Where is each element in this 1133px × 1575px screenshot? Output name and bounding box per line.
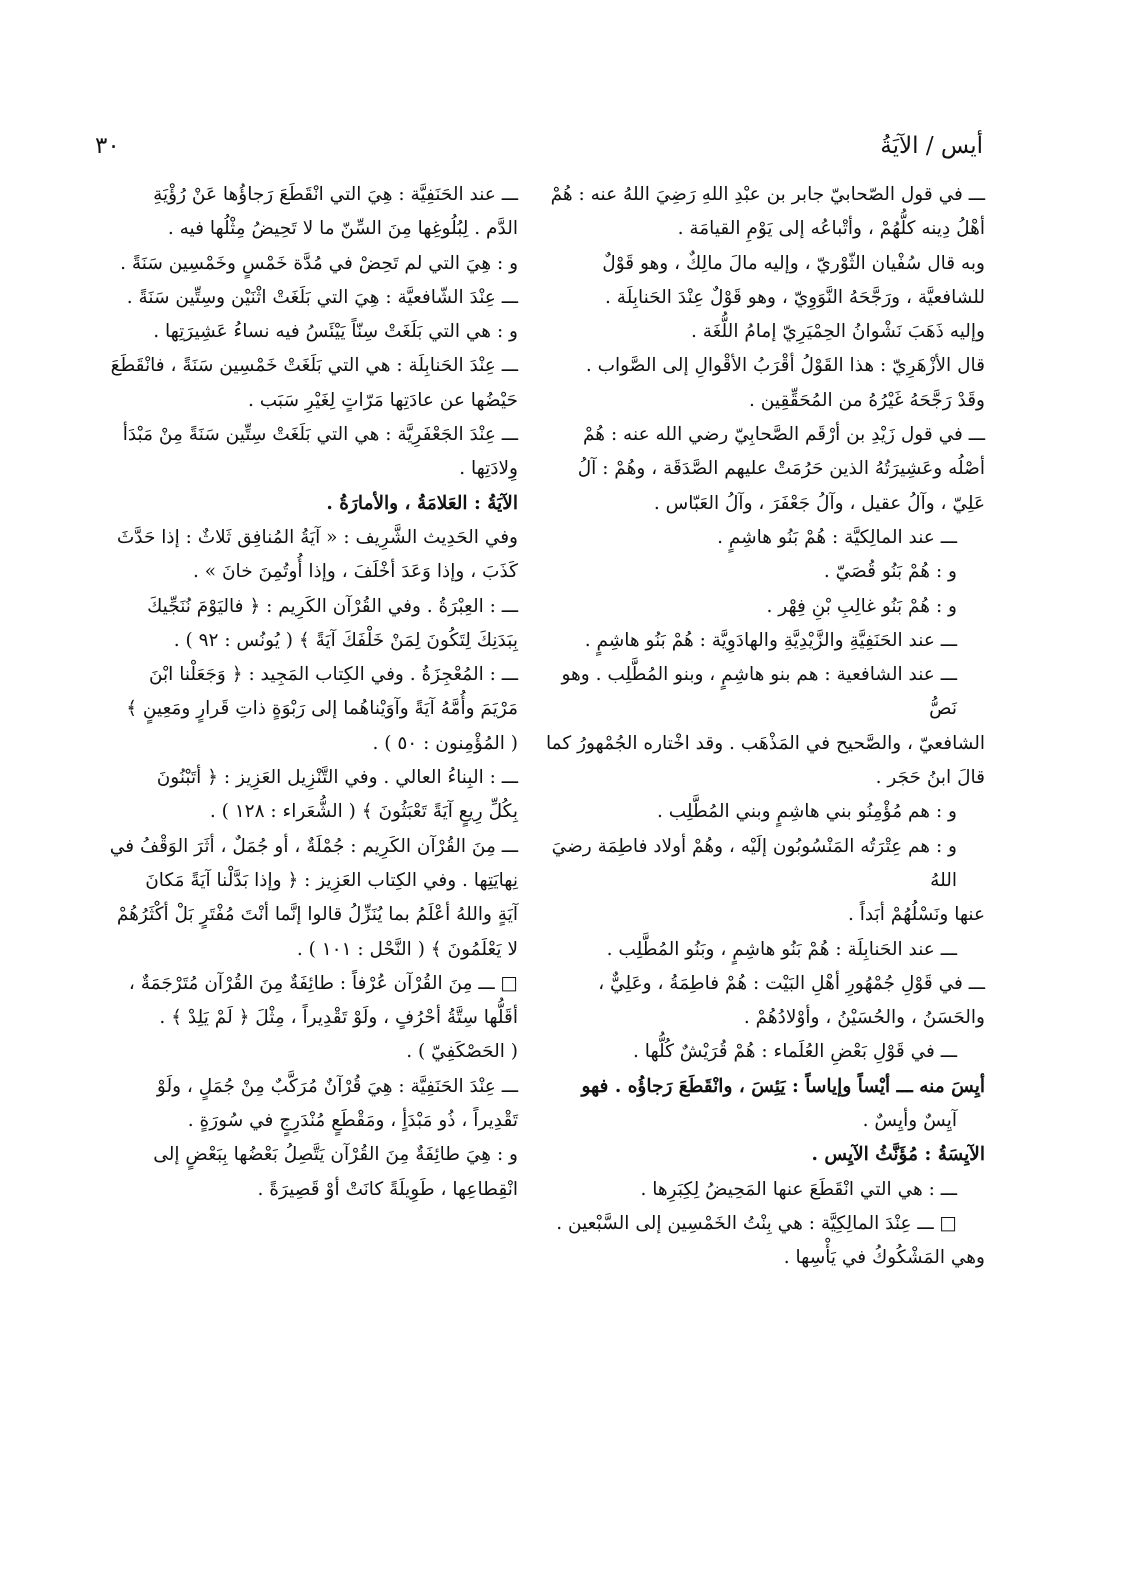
text-line: الشافعيّ ، والصَّحيح في المَذْهَب . وقد اخْتاره الجُمْهورُ كما [546,732,985,754]
text-line: ـــ مِنَ القُرْآن الكَرِيم : جُمْلَةٌ ، أو جُمَلٌ ، أثَرَ الوَقْفُ في [109,835,518,857]
text-line: أهْلُ دِينه كلُّهُمْ ، وأتْباعُه إلى يَوْمِ القيامَة . [677,218,985,240]
text-line: □ ـــ عِنْدَ المالِكِيَّة : هي بِنْتُ الخَمْسِين إلى السَّبْعين . [556,1212,957,1234]
text-line: و : هُمْ بَنُو قُصَيّ . [823,561,957,583]
text-line: وإليه ذَهَبَ نَشْوانُ الحِمْيَرِيّ إمامُ اللُّغَة . [690,321,985,343]
text-line: عنها ونَسْلُهُمْ أبَداً . [848,904,985,926]
text-line: و : هُمْ بَنُو غالِبِ بْنِ فِهْر . [766,595,957,617]
text-line: آيَةٍ واللهُ أعْلَمُ بما يُنَزِّلُ قالوا إنَّما أنْتَ مُفْتَرٍ بَلْ أكْثَرُهُمْ [116,904,518,926]
text-line: حَيْضُها عن عادَتِها مَرّاتٍ لِغَيْرِ سَبَب . [247,389,518,411]
page-header [95,128,983,164]
text-line: وقَدْ رَجَّحَهُ غَيْرُهُ من المُحَقِّقِين . [749,389,985,411]
text-line: ـــ عند الحَنَفِيَّة : هِيَ التي انْقَطَعَ رَجاؤُها عَنْ رُؤْيَةِ [153,184,518,205]
text-line: □ ـــ مِنَ القُرْآن عُرْفاً : طائِفَةٌ مِنَ القُرْآن مُتَرْجَمَةٌ ، [128,972,518,994]
text-line: ـــ عِنْدَ الجَعْفَرِيَّة : هي التي بَلَغَتْ سِتِّين سَنَةً مِنْ مَبْدَأ [122,424,518,446]
text-line: ـــ عند المالِكيَّة : هُمْ بَنُو هاشِمٍ . [717,526,957,548]
text-line: و : هم عِتْرَتُه المَنْسُوبُون إلَيْه ، وهُمْ أولاد فاطِمَة رضيَ اللهُ [551,835,957,891]
text-line: وهي المَشْكُوكُ في يَأْسِها . [783,1247,985,1269]
text-line: بِكُلِّ رِيعٍ آيَةً تَعْبَثُونَ ﴾ ( الشُّعَراء : ١٢٨ ) . [209,801,518,823]
text-line: ـــ عِنْدَ الشّافعيَّة : هِيَ التي بَلَغَتْ اثْنَيْن وسِتِّين سَنَةً . [126,286,518,308]
text-line: و : هِيَ التي لم تَحِضْ في مُدَّة خَمْسٍ وخَمْسِين سَنَةً . [120,252,518,274]
text-line: للشافعيَّة ، ورَجَّحَهُ النَّوَوِيّ ، وهو قَوْلٌ عِنْدَ الحَنابِلَة . [605,286,985,308]
text-line: ـــ : البِناءُ العالي . وفي التَّنْزِيل العَزِيز : ﴿ أتَبْنُونَ [156,767,518,789]
text-line: لا يَعْلَمُونَ ﴾ ( النَّحْل : ١٠١ ) . [296,938,518,960]
right-column [537,178,985,1276]
text-line: ـــ في قول زَيْدِ بن أرْقَم الصَّحابِيّ رضي الله عنه : هُمْ [583,424,985,446]
left-column [70,178,518,1207]
text-line: ـــ عند الشافعية : هم بنو هاشِمٍ ، وبنو المُطَّلِب . وهو نَصُّ [561,664,957,720]
text-line: ـــ في قَوْلِ جُمْهُورِ أهْلِ البَيْت : هُمْ فاطِمَةُ ، وعَلِيٌّ ، [598,972,985,994]
text-line: أقَلُّها سِتَّةُ أحْرُفٍ ، ولَوْ تَقْدِيراً ، مِثْلَ ﴿ لَمْ يَلِدْ ﴾ . [159,1007,518,1029]
text-line: و : هم مُؤْمِنُو بني هاشِمٍ وبني المُطَّلِب . [656,801,957,823]
text-line: ـــ عِنْدَ الحَنابِلَة : هي التي بَلَغَتْ خَمْسِين سَنَةً ، فانْقَطَعَ [110,355,518,377]
dictionary-entry-line: أيِسَ منه ـــ أيْساً وإياساً : يَئِسَ ، وانْقَطَعَ رَجاؤُه . فهو [581,1075,985,1097]
text-line: أصْلُه وعَشِيرَتُهُ الذين حَرُمَتْ عليهم الصَّدَقَة ، وهُمْ : آلُ [577,458,985,480]
text-line: و : هي التي بَلَغَتْ سِنّاً يَيْئَسُ فيه نساءُ عَشِيرَتِها . [153,321,518,343]
text-line: ـــ عند الحَنَفِيَّةِ والزَّيْدِيَّةِ والهادَوِيَّة : هُمْ بَنُو هاشِمٍ . [584,629,957,651]
text-line: وبه قال سُفْيان الثّوْريّ ، وإليه مالَ مالِكٌ ، وهو قَوْلٌ [602,252,985,274]
text-line: ـــ عِنْدَ الحَنَفِيَّة : هِيَ قُرْآنٌ مُرَكَّبٌ مِنْ جُمَلٍ ، ولَوْ [156,1075,518,1097]
text-line: نِهايَتِها . وفي الكِتاب العَزِيز : ﴿ وإذا بَدَّلْنا آيَةً مَكانَ [145,869,518,891]
dictionary-entry-line: الآيَةُ : العَلامَةُ ، والأمارَةُ . [326,492,518,514]
text-line: عَلِيّ ، وآلُ عقيل ، وآلُ جَعْفَرَ ، وآلُ العَبّاس . [653,492,985,514]
text-line: قال الأزْهَرِيّ : هذا القَوْلُ أقْرَبُ الأقْوالِ إلى الصَّواب . [585,355,985,377]
text-line: والحَسَنُ ، والحُسَيْنُ ، وأوْلادُهُمْ . [743,1007,985,1029]
text-line: وفي الحَدِيث الشَّرِيف : « آيَةُ المُنافِق ثَلاثٌ : إذا حَدَّثَ [116,526,518,548]
text-line: ـــ في قَوْلِ بَعْضِ العُلَماء : هُمْ قُرَيْشٌ كُلُّها . [633,1041,957,1063]
text-line: ـــ : هي التي انْقَطَعَ عنها المَحِيضُ لِكِبَرِها . [640,1178,957,1200]
text-line: ـــ : العِبْرَةُ . وفي القُرْآن الكَرِيم : ﴿ فاليَوْمَ نُنَجِّيكَ [147,595,518,617]
text-line: الدَّم . لِبُلُوغِها مِنَ السِّنّ ما لا تَحِيضُ مِثْلُها فيه . [167,218,518,240]
text-line: ( المُؤْمِنون : ٥٠ ) . [372,732,518,754]
text-line: مَرْيَمَ وأُمَّهُ آيَةً وآوَيْناهُما إلى رَبْوَةٍ ذاتِ قَرارٍ ومَعِينٍ ﴾ [126,698,518,720]
text-line: قالَ ابنُ حَجَر . [875,767,985,789]
text-line: و : هِيَ طائِفَةٌ مِنَ القُرْآن يَتَّصِلُ بَعْضُها بِبَعْضٍ إلى [153,1144,518,1166]
text-line: بِبَدَنِكَ لِتَكُونَ لِمَنْ خَلْفَكَ آيَةً ﴾ ( يُونُس : ٩٢ ) . [173,629,518,651]
text-line: ـــ : المُعْجِزَةُ . وفي الكِتاب المَجِيد : ﴿ وَجَعَلْنا ابْنَ [148,664,518,686]
text-line: تَقْدِيراً ، ذُو مَبْدَأٍ ، ومَقْطَعٍ مُنْدَرِجٍ في سُورَةٍ . [187,1110,518,1132]
text-line: وِلادَتِها . [459,458,518,480]
dictionary-entry-line: الآيِسَةُ : مُؤَنَّثُ الآيِس . [811,1144,985,1166]
text-line: آيِسٌ وأيِسٌ . [862,1110,957,1132]
text-line: ـــ عند الحَنابِلَة : هُمْ بَنُو هاشِمٍ ، وبَنُو المُطَّلِب . [606,938,957,960]
text-line: كَذَبَ ، وإذا وَعَدَ أخْلَفَ ، وإذا أُوتُمِنَ خانَ » . [193,561,518,583]
text-line: انْقِطاعِها ، طَوِيلَةً كانَتْ أوْ قَصِيرَةً . [257,1178,518,1200]
running-title: أيس / الآيَةُ [880,133,983,159]
page-number: ٣٠ [95,133,120,159]
text-line: ـــ في قول الصّحابيّ جابر بن عبْدِ اللهِ رَضِيَ اللهُ عنه : هُمْ [550,184,985,205]
text-line: ( الحَصْكَفِيّ ) . [406,1041,518,1063]
